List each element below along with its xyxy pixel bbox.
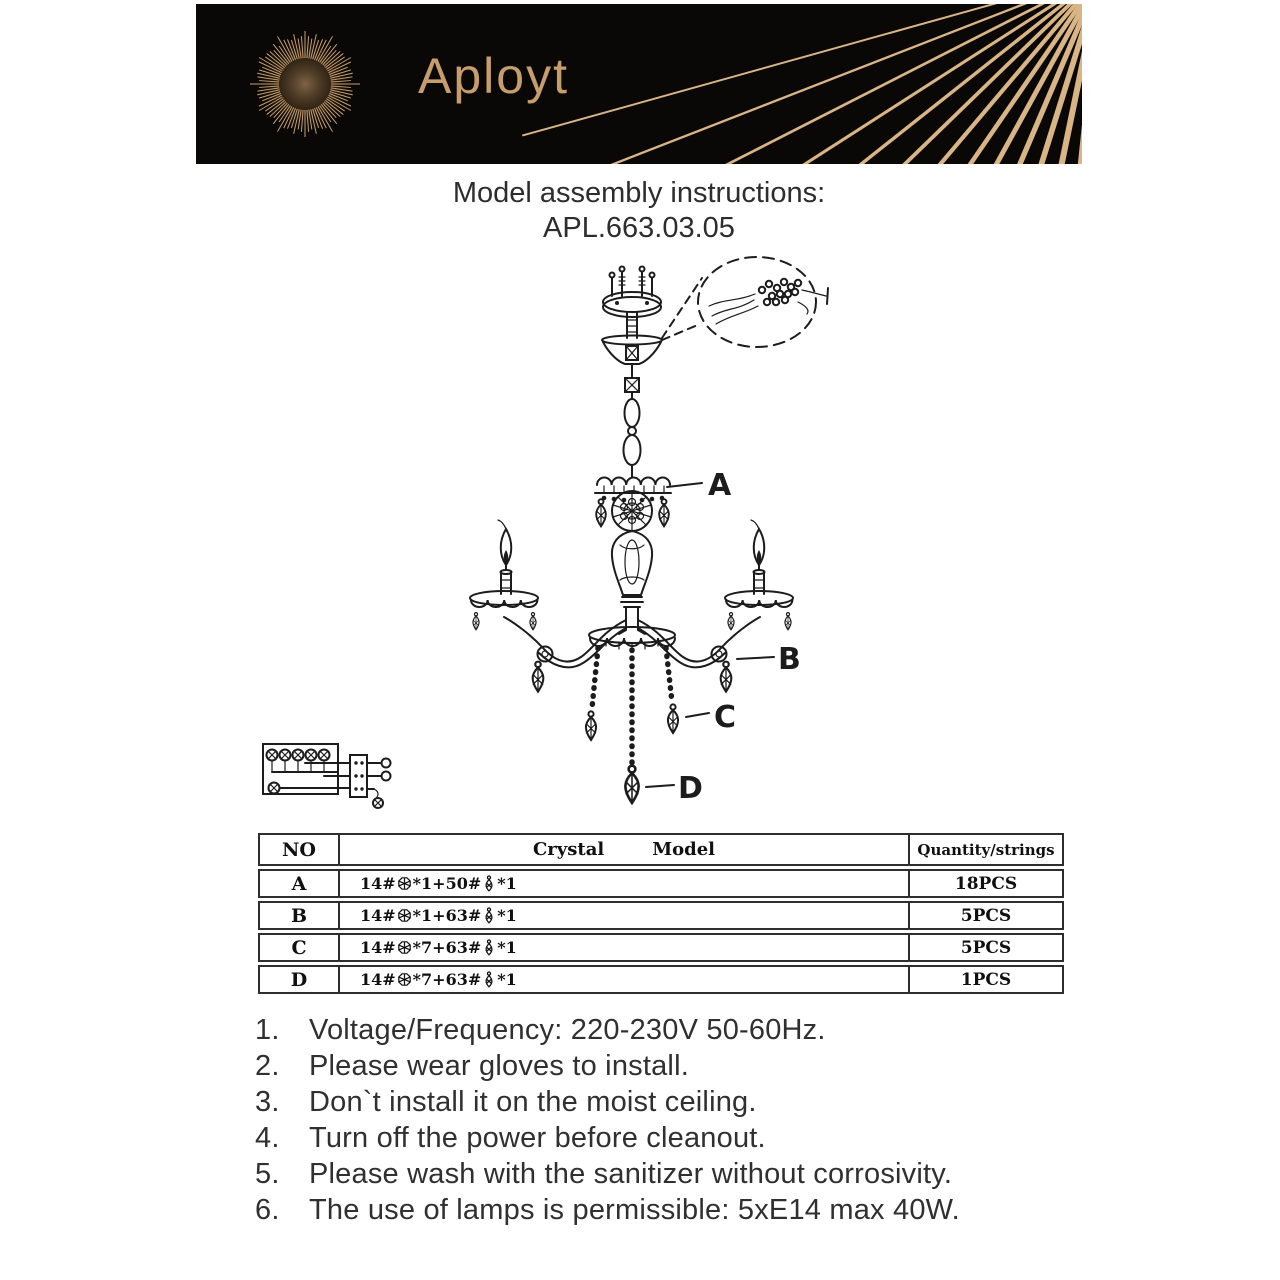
teardrop-icon <box>483 875 495 893</box>
instruction-item <box>255 1052 1070 1081</box>
brand-name: Aployt <box>418 48 569 104</box>
instruction-number: 4. <box>255 1122 280 1154</box>
chain <box>624 364 641 477</box>
instruction-number: 2. <box>255 1050 280 1082</box>
row-spec <box>340 967 910 992</box>
instruction-text: Voltage/Frequency: 220-230V 50-60Hz. <box>309 1014 826 1046</box>
row-quantity: 18PCS <box>954 873 1018 894</box>
instruction-item <box>255 1124 1070 1153</box>
spec-text: *1+50# <box>412 874 482 893</box>
instruction-text: Turn off the power before cleanout. <box>309 1122 766 1154</box>
brand-banner <box>196 4 1082 164</box>
instruction-number: 6. <box>255 1194 280 1226</box>
canopy <box>602 336 662 365</box>
spec-text: *1 <box>497 874 517 893</box>
spec-text: 14# <box>360 874 396 893</box>
baluster-stem <box>612 531 652 630</box>
model-number: APL.663.03.05 <box>543 212 735 244</box>
table-header-row <box>258 833 1064 866</box>
part-label-a: A <box>708 468 732 503</box>
page-title: Model assembly instructions: <box>452 177 826 209</box>
instruction-item <box>255 1016 1070 1045</box>
instruction-number: 3. <box>255 1086 280 1118</box>
table-row <box>258 901 1064 930</box>
spec-text: *1 <box>497 906 517 925</box>
row-no: C <box>260 935 340 960</box>
spec-text: 14# <box>360 970 396 989</box>
wire-connection-detail <box>662 257 828 347</box>
spec-text: *7+63# <box>412 970 482 989</box>
row-quantity: 1PCS <box>960 969 1012 990</box>
row-no: B <box>260 903 340 928</box>
crystal-sphere <box>612 491 652 531</box>
spec-text: *1 <box>497 938 517 957</box>
spec-text: 14# <box>360 906 396 925</box>
label-a <box>667 468 732 503</box>
candle-right <box>751 520 765 594</box>
parts-table <box>258 833 1064 997</box>
row-spec <box>340 903 910 928</box>
instruction-item <box>255 1160 1070 1189</box>
corner-rays-icon <box>523 4 1082 164</box>
header-model: Model <box>652 839 716 860</box>
spec-text: *7+63# <box>412 938 482 957</box>
bead-strands <box>586 648 678 803</box>
row-no: D <box>260 967 340 992</box>
instruction-number: 5. <box>255 1158 280 1190</box>
table-row <box>258 965 1064 994</box>
instruction-text: Please wear gloves to install. <box>309 1050 689 1082</box>
instruction-text: The use of lamps is permissible: 5xE14 max 40W. <box>309 1194 960 1226</box>
label-c <box>686 700 736 735</box>
instruction-text: Don`t install it on the moist ceiling. <box>309 1086 757 1118</box>
part-label-d: D <box>678 771 703 806</box>
header-no: NO <box>260 835 340 864</box>
instruction-text: Please wash with the sanitizer without corrosivity. <box>309 1158 953 1190</box>
title-block <box>196 176 1082 246</box>
spec-text: *1 <box>497 970 517 989</box>
instruction-item <box>255 1088 1070 1117</box>
label-d <box>646 771 703 806</box>
spec-text: 14# <box>360 938 396 957</box>
spec-text: *1+63# <box>412 906 482 925</box>
teardrop-icon <box>483 971 495 989</box>
candle-left <box>498 520 512 594</box>
banner-decoration <box>196 4 1082 164</box>
row-quantity: 5PCS <box>960 905 1012 926</box>
header-crystal-model <box>340 835 910 864</box>
instruction-number: 1. <box>255 1014 280 1046</box>
row-quantity: 5PCS <box>960 937 1012 958</box>
ceiling-mount <box>603 267 661 339</box>
bead-icon <box>398 973 411 986</box>
instruction-item <box>255 1196 1070 1225</box>
wiring-diagram <box>263 744 391 808</box>
part-label-c: C <box>714 700 737 735</box>
row-spec <box>340 935 910 960</box>
table-row <box>258 933 1064 962</box>
label-b <box>737 642 801 677</box>
instructions-list <box>255 1016 1070 1232</box>
chandelier-diagram <box>250 250 850 820</box>
teardrop-icon <box>483 907 495 925</box>
wire-nut-cluster <box>759 279 801 305</box>
header-quantity: Quantity/strings <box>917 840 1055 859</box>
row-no: A <box>260 871 340 896</box>
bead-icon <box>398 877 411 890</box>
part-label-b: B <box>778 642 801 677</box>
bead-icon <box>398 909 411 922</box>
table-row <box>258 869 1064 898</box>
teardrop-icon <box>483 939 495 957</box>
header-crystal: Crystal <box>532 839 605 860</box>
row-spec <box>340 871 910 896</box>
bead-icon <box>398 941 411 954</box>
